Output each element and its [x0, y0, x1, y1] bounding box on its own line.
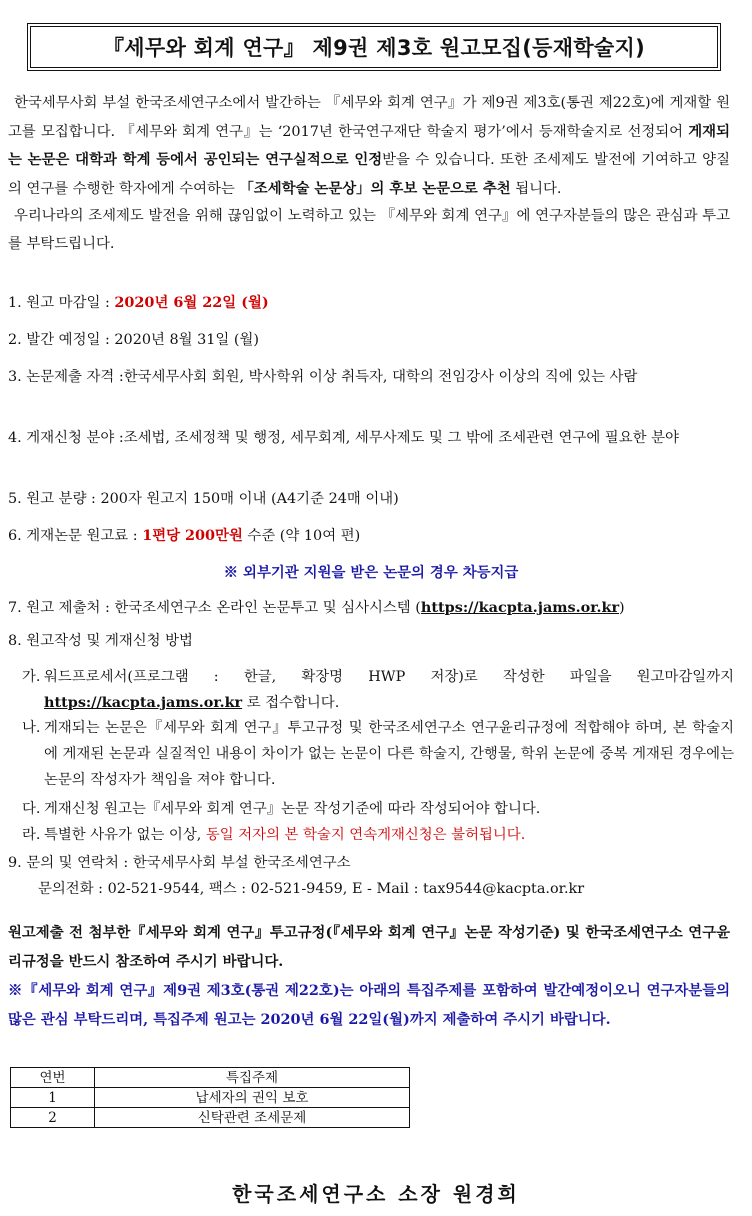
intro-text: 받을 수 있습니다. 또한 조세제도 발전에 기여하고 양질의 연구를 수행한 학자에게 수여하는 [8, 152, 730, 197]
method-da [22, 796, 734, 822]
method-ra [22, 822, 734, 848]
intro-paragraph-1 [8, 90, 730, 203]
method-na [22, 715, 734, 793]
method-ga-tail: 로 접수합니다. [242, 695, 340, 711]
deadline-value: 2020년 6월 22일 (월) [114, 294, 269, 311]
table-cell-number: 2 [11, 1108, 95, 1128]
table-header-number: 연번 [11, 1068, 95, 1088]
item-label: 7. 원고 제출처 : 한국조세연구소 온라인 논문투고 및 심사시스템 ( [8, 600, 421, 616]
eligibility-value: 한국세무사회 회원, 박사학위 이상 취득자, 대학의 전임강사 이상의 직에 있는 사람 [123, 369, 638, 385]
method-ra-text: 특별한 사유가 없는 이상, [44, 827, 206, 843]
item-contact: 9. 문의 및 연락처 : 한국세무사회 부설 한국조세연구소 [8, 855, 351, 871]
table-header-topic: 특집주제 [95, 1068, 410, 1088]
table-cell-topic: 납세자의 권익 보호 [95, 1088, 410, 1108]
closing-reference: 원고제출 전 첨부한『세무와 회계 연구』투고규정(『세무와 회계 연구』논문 작성기준) 및 한국조세연구소 연구윤리규정을 반드시 참조하여 주시기 바랍니다. [8, 924, 730, 970]
item-length: 5. 원고 분량 : 200자 원고지 150매 이내 (A4기준 24매 이내) [8, 491, 399, 507]
item-label: 1. 원고 마감일 : [8, 295, 115, 311]
method-ra-warning: 동일 저자의 본 학술지 연속게재신청은 불허됩니다. [205, 827, 526, 843]
item-tail: ) [619, 600, 625, 616]
method-ga-text: 워드프로세서(프로그램 : 한글, 확장명 HWP 저장)로 작성한 파일을 원고마감일까지 [44, 669, 734, 685]
list-marker: 가. [22, 669, 41, 685]
special-topics-table [10, 1067, 410, 1128]
page-title: 『세무와 회계 연구』 제9권 제3호 원고모집(등재학술지) [30, 26, 718, 68]
fields-value: 조세법, 조세정책 및 행정, 세무회계, 세무사제도 및 그 밖에 조세관련 연구에 필요한 분야 [123, 430, 679, 446]
contact-details: 문의전화 : 02-521-9544, 팩스 : 02-521-9459, E - Mail : tax9544@kacpta.or.kr [38, 881, 585, 897]
item-fields [8, 425, 734, 451]
method-da-text: 게재신청 원고는『세무와 회계 연구』논문 작성기준에 따라 작성되어야 합니다. [44, 801, 541, 817]
method-na-text: 게재되는 논문은『세무와 회계 연구』투고규정 및 한국조세연구소 연구윤리규정에 적합해야 하며, 본 학술지에 게재된 논문과 실질적인 내용이 차이가 없는 논문이 다른 학술지, 간행물, 학위 논문에 중복 게재된 경우에는 논문의 작성자가 책임을 져야 합니다. [44, 720, 734, 788]
fee-value: 1편당 200만원 [142, 527, 243, 544]
item-eligibility [8, 364, 734, 390]
intro-paragraph-2: 우리나라의 조세제도 발전을 위해 끊임없이 노력하고 있는 『세무와 회계 연구』에 연구자분들의 많은 관심과 투고를 부탁드립니다. [8, 208, 730, 252]
table-header-row [11, 1068, 410, 1088]
list-marker: 나. [22, 720, 41, 736]
list-marker: 다. [22, 801, 41, 817]
method-ga-link[interactable]: https://kacpta.jams.or.kr [44, 694, 243, 711]
method-ga [22, 664, 734, 716]
item-fee [8, 523, 734, 549]
intro-text: 됩니다. [510, 180, 562, 197]
closing-special-topic: ※『세무와 회계 연구』제9권 제3호(통권 제22호)는 아래의 특집주제를 포함하여 발간예정이오니 연구자분들의 많은 관심 부탁드리며, 특집주제 원고는 2020년 6월 22일(월)까지 제출하여 주시기 바랍니다. [8, 982, 730, 1028]
table-row [11, 1088, 410, 1108]
closing-notice [8, 918, 730, 1034]
item-label: 4. 게재신청 분야 : [8, 430, 124, 446]
item-label: 3. 논문제출 자격 : [8, 369, 124, 385]
signature: 한국조세연구소 소장 원경희 [232, 1182, 520, 1206]
item-method: 8. 원고작성 및 게재신청 방법 [8, 633, 193, 649]
item-deadline [8, 290, 734, 316]
table-row [11, 1108, 410, 1128]
submission-link[interactable]: https://kacpta.jams.or.kr [420, 599, 620, 616]
intro-emphasis-award: 「조세학술 논문상」의 후보 논문으로 추천 [239, 179, 511, 197]
table-cell-topic: 신탁관련 조세문제 [95, 1108, 410, 1128]
item-submission [8, 595, 734, 621]
intro-emphasis-recognition: 게재되는 논문은 대학과 학계 등에서 공인되는 연구실적으로 인정 [8, 122, 730, 168]
item-label: 6. 게재논문 원고료 : [8, 528, 143, 544]
fee-note: ※ 외부기관 지원을 받은 논문의 경우 차등지급 [223, 564, 519, 581]
table-cell-number: 1 [11, 1088, 95, 1108]
list-marker: 라. [22, 827, 41, 843]
intro-section [8, 90, 730, 258]
fee-tail: 수준 (약 10여 편) [242, 528, 361, 544]
item-publication-date: 2. 발간 예정일 : 2020년 8월 31일 (월) [8, 332, 260, 348]
intro-text: 한국세무사회 부설 한국조세연구소에서 발간하는 『세무와 회계 연구』가 제9권 제3호(통권 제22호)에 게재할 원고를 모집합니다. 『세무와 회계 연구』는 ‘2017년 한국연구재단 학술지 평가’에서 등재학술지로 선정되어 [8, 95, 730, 140]
